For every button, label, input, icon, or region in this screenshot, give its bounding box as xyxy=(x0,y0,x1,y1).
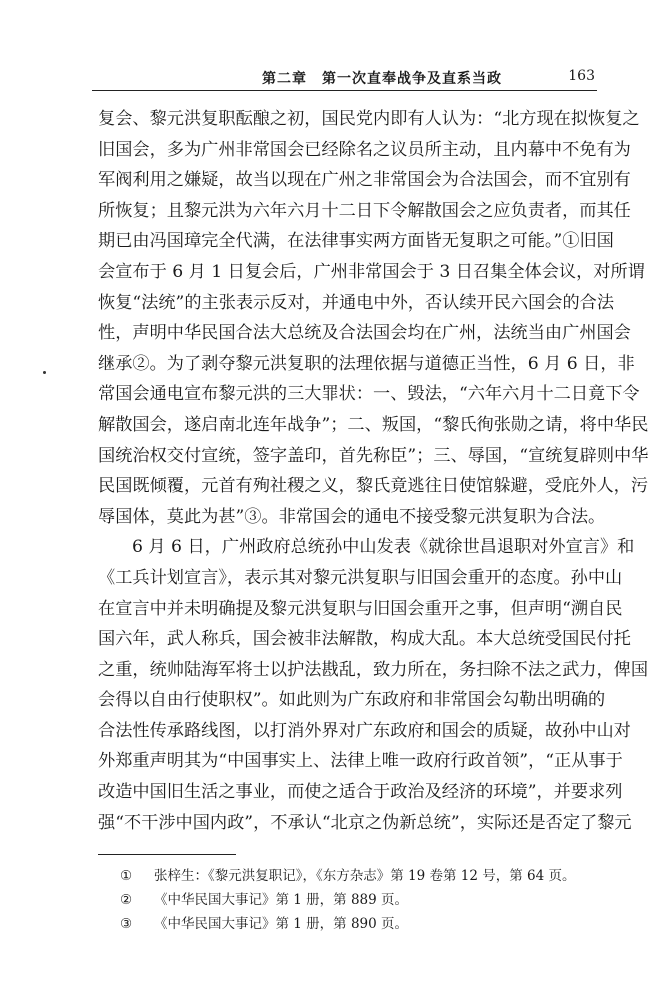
footnote-2 xyxy=(120,888,590,912)
text-line: 旧国会，多为广州非常国会已经除名之议员所主动，且内幕中不免有为 xyxy=(98,139,631,160)
footnote-divider xyxy=(98,854,236,855)
text-line: 复会、黎元洪复职酝酿之初，国民党内即有人认为：“北方现在拟恢复之 xyxy=(98,109,640,129)
text-line: 改造中国旧生活之事业，而使之适合于政治及经济的环境”，并要求列 xyxy=(98,782,623,803)
footnote-marker: ② xyxy=(120,892,133,908)
paragraph-1 xyxy=(98,104,649,532)
text-line: 《工兵计划宣言》，表示其对黎元洪复职与旧国会重开的态度。孙中山 xyxy=(98,567,623,588)
text-line: 在宣言中并未明确提及黎元洪复职与旧国会重开之事，但声明“溯自民 xyxy=(98,598,623,619)
text-line: 合法性传承路线图，以打消外界对广东政府和国会的质疑，故孙中山对 xyxy=(98,720,631,741)
footnote-marker: ① xyxy=(120,868,133,884)
page-header xyxy=(92,66,597,91)
stray-mark xyxy=(43,371,46,374)
text-line: 民国既倾覆，元首有殉社稷之义，黎氏竟逃往日使馆躲避，受庇外人，污 xyxy=(98,476,649,497)
text-line: 恢复“法统”的主张表示反对，并通电中外，否认续开民六国会的合法 xyxy=(98,292,615,313)
text-line: 强“不干涉中国内政”，不承认“北京之伪新总统”，实际还是否定了黎元 xyxy=(98,812,632,833)
body-text xyxy=(98,104,649,838)
text-line: 国六年，武人称兵，国会被非法解散，构成大乱。本大总统受国民付托 xyxy=(98,629,631,650)
footnote-text: 张梓生：《黎元洪复职记》，《东方杂志》第 19 卷第 12 号，第 64 页。 xyxy=(154,868,576,884)
text-line: 国统治权交付宣统，签字盖印，首先称臣”；三、辱国，“宣统复辟则中华 xyxy=(98,445,649,466)
text-line: 会得以自由行使职权”。如此则为广东政府和非常国会勾勒出明确的 xyxy=(98,690,606,711)
text-line: 所恢复；且黎元洪为六年六月十二日下令解散国会之应负责者，而其任 xyxy=(98,200,631,221)
footnote-text: 《中华民国大事记》第 1 册，第 889 页。 xyxy=(154,892,409,908)
text-line: 会宣布于 6 月 1 日复会后，广州非常国会于 3 日召集全体会议，对所谓 xyxy=(98,261,645,282)
text-line: 性，声明中华民国合法大总统及合法国会均在广州，法统当由广州国会 xyxy=(98,323,631,344)
paragraph-2 xyxy=(98,532,649,838)
text-line: 6 月 6 日，广州政府总统孙中山发表《就徐世昌退职对外宣言》和 xyxy=(132,537,635,558)
text-line: 解散国会，遂启南北连年战争”；二、叛国，“黎氏徇张勋之请，将中华民 xyxy=(98,414,649,435)
text-line: 期已由冯国璋完全代满，在法律事实两方面皆无复职之可能。”①旧国 xyxy=(98,231,614,252)
text-line: 之重，统帅陆海军将士以护法戡乱，致力所在，务扫除不法之武力，俾国 xyxy=(98,659,649,680)
text-line: 辱国体，莫此为甚”③。非常国会的通电不接受黎元洪复职为合法。 xyxy=(98,506,606,527)
footnote-1 xyxy=(120,864,590,888)
text-line: 外郑重声明其为“中国事实上、法律上唯一政府行政首领”，“正从事于 xyxy=(98,751,623,772)
text-line: 常国会通电宣布黎元洪的三大罪状：一、毁法，“六年六月十二日竟下令 xyxy=(98,384,640,405)
text-line: 继承②。为了剥夺黎元洪复职的法理依据与道德正当性，6 月 6 日，非 xyxy=(98,353,635,374)
footnote-3 xyxy=(120,912,590,936)
text-line: 军阀利用之嫌疑，故当以现在广州之非常国会为合法国会，而不宜别有 xyxy=(98,170,631,191)
running-head: 第二章 第一次直奉战争及直系当政 xyxy=(262,71,502,87)
footnotes xyxy=(120,864,590,936)
page-number: 163 xyxy=(568,68,595,84)
footnote-text: 《中华民国大事记》第 1 册，第 890 页。 xyxy=(154,916,409,932)
footnote-marker: ③ xyxy=(120,916,133,932)
